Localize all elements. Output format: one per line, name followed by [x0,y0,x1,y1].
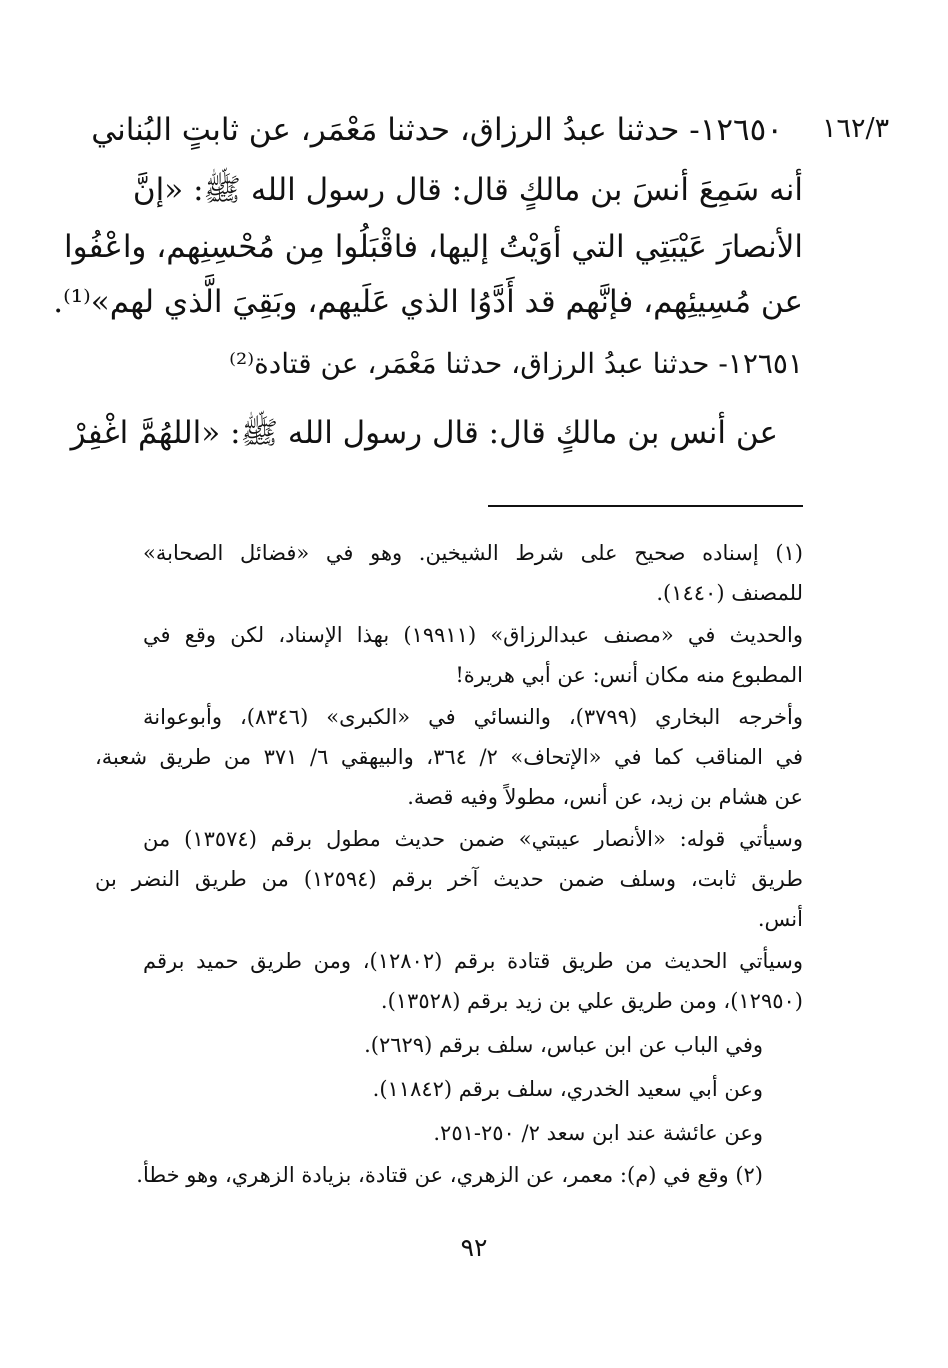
footnote-1-line-6-text: في المناقب كما في «الإتحاف» ٢/ ٣٦٤، والبيهقي ٦/ ٣٧١ من طريق شعبة، [95,745,803,769]
hadith-12650-line-2 [132,170,803,210]
footnote-1-line-15: وعن عائشة عند ابن سعد ٢/ ٢٥٠-٢٥١. [433,1121,763,1145]
hadith-12650-line-2-text: أنه سَمِعَ أنسَ بن مالكٍ قال: قال رسول الله ﷺ: «إنَّ [132,172,803,208]
footnote-2: (٢) وقع في (م): معمر، عن الزهري، عن قتادة، بزيادة الزهري، وهو خطأ. [136,1163,763,1187]
footnote-1-line-1 [143,538,803,568]
footnote-1-line-10: أنس. [757,907,803,931]
footnote-1-line-5-text: وأخرجه البخاري (٣٧٩٩)، والنسائي في «الكبرى» (٨٣٤٦)، وأبوعوانة [143,705,803,729]
hadith-12650-line-4: عن مُسِيئِهم، فإنَّهم قد أَدَّوُا الذي عَلَيهم، وبَقِيَ الَّذي لهم»⁽¹⁾. [53,284,803,320]
footnote-1-line-3-text: والحديث في «مصنف عبدالرزاق» (١٩٩١١) بهذا الإسناد، لكن وقع في [143,623,803,647]
footnote-1-line-9 [95,864,803,894]
footnote-1-line-8-text: وسيأتي قوله: «الأنصار عيبتي» ضمن حديث مطول برقم (١٣٥٧٤) من [143,827,803,851]
footnote-1-line-12: (١٢٩٥٠)، ومن طريق علي بن زيد برقم (١٣٥٢٨). [380,989,803,1013]
footnote-1-line-3 [143,620,803,650]
hadith-12650-line-3-text: الأنصارَ عَيْبَتِي التي أوَيْتُ إليها، فاقْبَلُوا مِن مُحْسِنِهم، واعْفُوا [64,229,803,265]
footnote-1-line-14: وعن أبي سعيد الخدري، سلف برقم (١١٨٤٢). [372,1077,763,1101]
hadith-12651-line-2: عن أنس بن مالكٍ قال: قال رسول الله ﷺ: «اللهُمَّ اغْفِرْ [70,415,778,451]
hadith-12650-line-1: ١٢٦٥٠- حدثنا عبدُ الرزاق، حدثنا مَعْمَر، عن ثابتٍ البُناني [91,112,783,148]
footnote-1-line-8 [143,824,803,854]
footnote-1-line-5 [143,702,803,732]
footnote-1-line-6 [95,742,803,772]
footnote-1-line-9-text: طريق ثابت، وسلف ضمن حديث آخر برقم (١٢٥٩٤) من طريق النضر بن [95,867,803,891]
footnote-1-line-4: المطبوع منه مكان أنس: عن أبي هريرة! [455,663,803,687]
footnote-separator [488,505,803,507]
footnote-1-line-11-text: وسيأتي الحديث من طريق قتادة برقم (١٢٨٠٢)، ومن طريق حميد برقم [143,949,804,973]
footnote-1-line-1-text: (١) إسناده صحيح على شرط الشيخين. وهو في «فضائل الصحابة» [143,541,803,565]
page-number: ٩٢ [460,1233,488,1262]
volume-page-reference: ١٦٢/٣ [822,113,890,144]
hadith-12651-line-1: ١٢٦٥١- حدثنا عبدُ الرزاق، حدثنا مَعْمَر، عن قتادة⁽²⁾ [229,347,803,380]
footnote-1-line-11 [143,946,803,976]
footnote-1-line-7: عن هشام بن زيد، عن أنس، مطولاً وفيه قصة. [407,785,803,809]
footnote-1-line-2: للمصنف (١٤٤٠). [656,581,803,605]
hadith-12650-line-3 [64,227,803,267]
footnote-1-line-13: وفي الباب عن ابن عباس، سلف برقم (٢٦٢٩). [364,1033,763,1057]
